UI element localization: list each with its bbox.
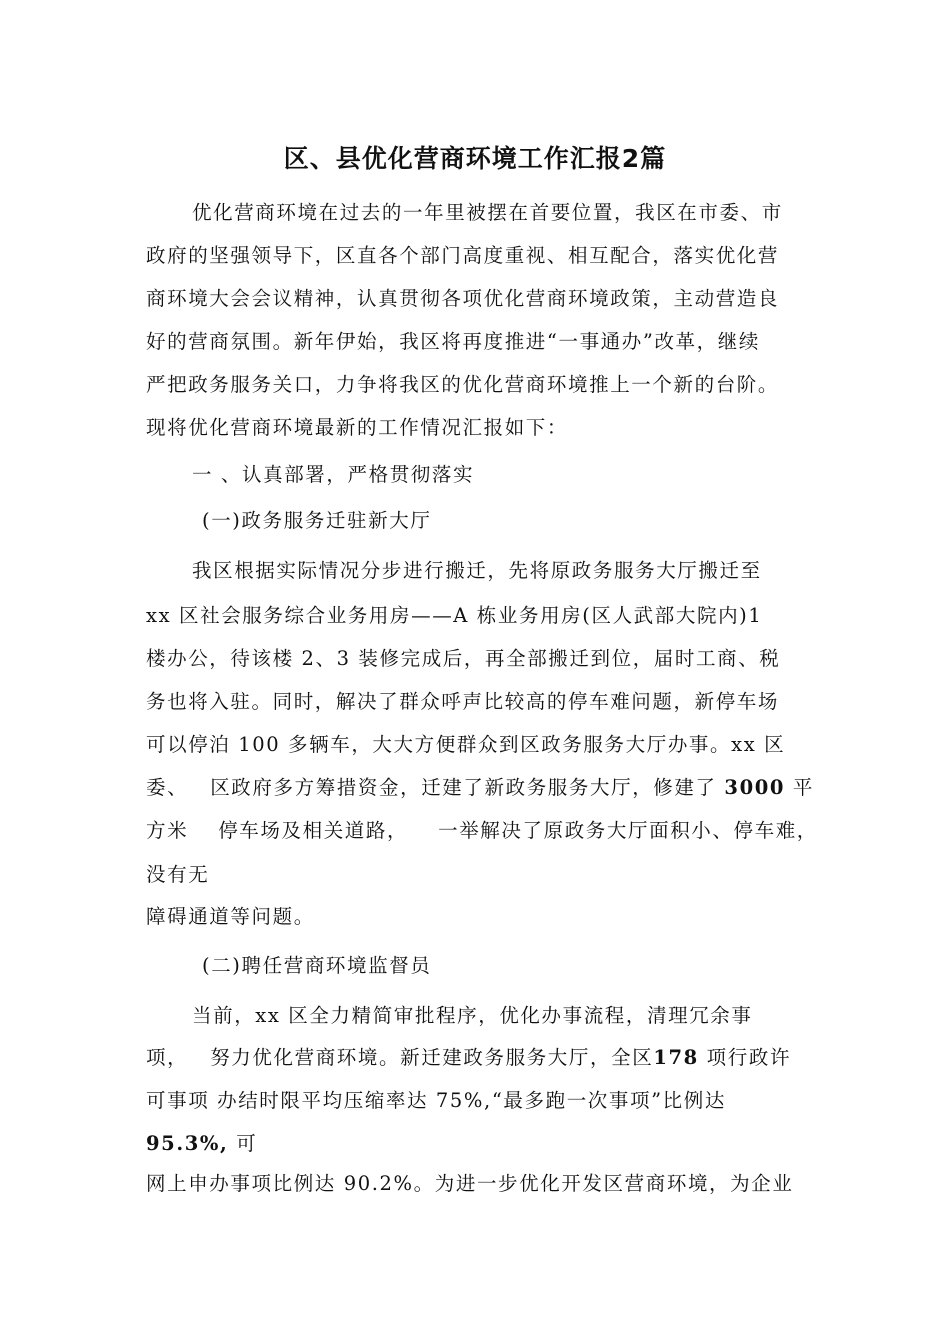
bold-number: 95.3%, (146, 1132, 229, 1155)
document-title: 区、县优化营商环境工作汇报2篇 (283, 144, 667, 173)
paragraph-line: 楼办公，待该楼 2、3 装修完成后，再全部搬迁到位，届时工商、税 (146, 647, 781, 670)
paragraph-line: 商环境大会会议精神，认真贯彻各项优化营商环境政策，主动营造良 (146, 287, 780, 310)
paragraph-line: 可以停泊 100 多辆车，大大方便群众到区政务服务大厅办事。xx 区 (146, 733, 786, 756)
text-segment: 方米 (146, 819, 189, 842)
paragraph-line: 我区根据实际情况分步进行搬迁，先将原政务服务大厅搬迁至 (192, 559, 762, 582)
paragraph-line: xx 区社会服务综合业务用房——A 栋业务用房(区人武部大院内)1 (146, 604, 763, 627)
paragraph-line: 可事项 办结时限平均压缩率达 75%,“最多跑一次事项”比例达 (146, 1089, 726, 1112)
text-segment: 委、 (146, 776, 189, 799)
subsection-heading: (一)政务服务迁驻新大厅 (202, 509, 432, 532)
subsection-heading: (二)聘任营商环境监督员 (202, 954, 432, 977)
paragraph-line: 政府的坚强领导下，区直各个部门高度重视、相互配合，落实优化营 (146, 244, 780, 267)
paragraph-line: 现将优化营商环境最新的工作情况汇报如下： (146, 416, 569, 439)
bold-number: 178 (653, 1046, 699, 1069)
paragraph-line: 务也将入驻。同时，解决了群众呼声比较高的停车难问题，新停车场 (146, 690, 780, 713)
paragraph-line (146, 774, 814, 802)
text-segment: 努力优化营商环境。新迁建政务服务大厅，全区 (210, 1046, 654, 1069)
paragraph-line: 当前，xx 区全力精简审批程序，优化办事流程，清理冗余事 (192, 1004, 753, 1027)
text-segment: 一举解决了原政务大厅面积小、停车难， (438, 819, 818, 842)
bold-number: 3000 (724, 776, 786, 799)
paragraph-line: 没有无 (146, 863, 210, 886)
text-segment: 区政府多方筹措资金，迁建了新政务服务大厅，修建了 (210, 776, 717, 799)
text-segment: 项， (146, 1046, 189, 1069)
paragraph-line: 优化营商环境在过去的一年里被摆在首要位置，我区在市委、市 (192, 201, 783, 224)
paragraph-line (146, 1044, 791, 1072)
text-segment: 可 (236, 1132, 258, 1155)
text-segment: 平 (792, 776, 815, 799)
paragraph-line: 网上申办事项比例达 90.2%。为进一步优化开发区营商环境，为企业 (146, 1172, 794, 1195)
paragraph-line (146, 1130, 257, 1158)
paragraph-line (146, 817, 818, 845)
text-segment: 停车场及相关道路， (218, 819, 409, 842)
section-heading: 一 、认真部署，严格贯彻落实 (192, 463, 475, 486)
paragraph-line: 障碍通道等问题。 (146, 905, 315, 928)
paragraph-line: 严把政务服务关口，力争将我区的优化营商环境推上一个新的台阶。 (146, 373, 780, 396)
text-segment: 项行政许 (706, 1046, 792, 1069)
paragraph-line: 好的营商氛围。新年伊始，我区将再度推进“一事通办”改革，继续 (146, 330, 760, 353)
